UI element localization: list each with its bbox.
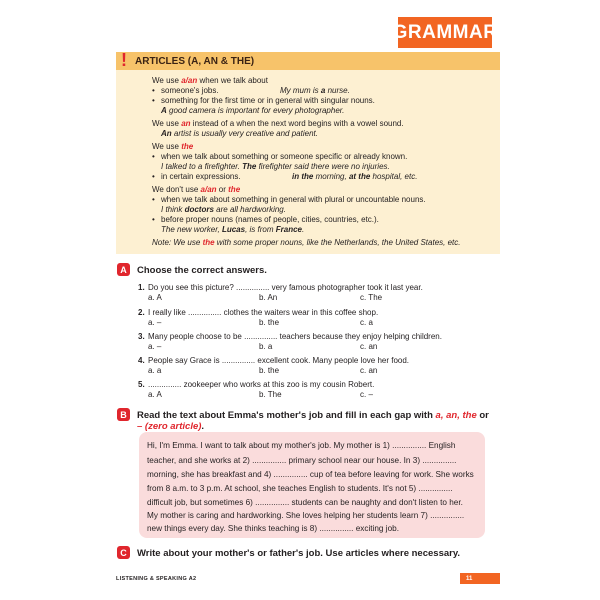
option-a[interactable]: a. –	[148, 318, 162, 327]
question-text: People say Grace is ............... excellent cook. Many people love her food.	[148, 356, 410, 365]
option-b[interactable]: b. a	[259, 342, 273, 351]
section-a-marker: A	[117, 263, 130, 276]
bullet-icon: •	[152, 152, 155, 161]
reading-line: My mother is caring and hardworking. She loves helping her students learn 7) ...............	[147, 511, 465, 520]
option-c[interactable]: c. The	[360, 293, 383, 302]
rule-example: An artist is usually very creative and patient.	[161, 129, 318, 138]
option-a[interactable]: a. a	[148, 366, 162, 375]
bullet-icon: •	[152, 195, 155, 204]
question-number: 4.	[138, 356, 145, 365]
option-b[interactable]: b. the	[259, 366, 280, 375]
option-a[interactable]: a. A	[148, 390, 162, 399]
rule-line: in certain expressions.	[161, 172, 241, 181]
question-number: 3.	[138, 332, 145, 341]
option-c[interactable]: c. an	[360, 366, 378, 375]
rule-line: when we talk about something or someone specific or already known.	[161, 152, 408, 161]
exclamation-icon: !	[121, 50, 127, 70]
rule-note: Note: We use the with some proper nouns, like the Netherlands, the United States, etc.	[152, 238, 461, 247]
bullet-icon: •	[152, 96, 155, 105]
rule-title: ARTICLES (A, AN & THE)	[135, 56, 255, 67]
option-c[interactable]: c. –	[360, 390, 373, 399]
rule-line: when we talk about something in general with plural or uncountable nouns.	[161, 195, 426, 204]
reading-line: difficult job, but sometimes 6) ............... students can be naughty and don't listen to her.	[147, 498, 463, 507]
section-b-heading-cont: – (zero article).	[137, 421, 205, 432]
question-number: 1.	[138, 283, 145, 292]
option-c[interactable]: c. an	[360, 342, 378, 351]
footer-book-title: LISTENING & SPEAKING A2	[116, 576, 197, 582]
rule-line: We use the	[152, 142, 194, 151]
question-text: Do you see this picture? ............... very famous photographer took it last year.	[148, 283, 423, 292]
rule-example: I think doctors are all hardworking.	[161, 205, 286, 214]
question-text: Many people choose to be ............... teachers because they enjoy helping children.	[148, 332, 442, 341]
question-number: 5.	[138, 380, 145, 389]
question-text: I really like ............... clothes the waiters wear in this coffee shop.	[148, 308, 379, 317]
option-a[interactable]: a. –	[148, 342, 162, 351]
rule-example: in the morning, at the hospital, etc.	[292, 172, 418, 181]
reading-line: from 8 a.m. to 3 p.m. At school, she teaches English to students. It's not 5) ...............	[147, 484, 453, 493]
rule-example: I talked to a firefighter. The firefighter said there were no injuries.	[161, 162, 390, 171]
option-a[interactable]: a. A	[148, 293, 162, 302]
rule-line: We use a/an when we talk about	[152, 76, 268, 85]
section-b-heading: Read the text about Emma's mother's job and fill in each gap with a, an, the or	[137, 410, 489, 421]
option-b[interactable]: b. the	[259, 318, 280, 327]
reading-line: morning, she has breakfast and 4) ............... cup of tea before leaving for work. She works	[147, 470, 474, 479]
rule-example: My mum is a nurse.	[280, 86, 350, 95]
bullet-icon: •	[152, 86, 155, 95]
section-a-heading: Choose the correct answers.	[137, 265, 267, 276]
rule-line: before proper nouns (names of people, cities, countries, etc.).	[161, 215, 379, 224]
question-text: ............... zookeeper who works at this zoo is my cousin Robert.	[148, 380, 375, 389]
section-b-marker: B	[117, 408, 130, 421]
reading-line: new things every day. She thinks teaching is 8) ............... exciting job.	[147, 524, 399, 533]
section-badge: GRAMMAR	[398, 17, 492, 48]
reading-line: teacher, and she works at 2) ............... primary school near our house. In 3) ...............	[147, 456, 457, 465]
option-c[interactable]: c. a	[360, 318, 373, 327]
rule-line: We use an instead of a when the next word begins with a vowel sound.	[152, 119, 404, 128]
bullet-icon: •	[152, 215, 155, 224]
bullet-icon: •	[152, 172, 155, 181]
section-c-marker: C	[117, 546, 130, 559]
reading-line: Hi, I'm Emma. I want to talk about my mother's job. My mother is 1) ............... English	[147, 441, 456, 450]
page-number: 11	[460, 573, 500, 584]
option-b[interactable]: b. The	[259, 390, 282, 399]
section-c-heading: Write about your mother's or father's job. Use articles where necessary.	[137, 548, 461, 559]
question-number: 2.	[138, 308, 145, 317]
rule-example: The new worker, Lucas, is from France.	[161, 225, 305, 234]
rule-line: someone's jobs.	[161, 86, 219, 95]
rule-example: A good camera is important for every photographer.	[161, 106, 345, 115]
option-b[interactable]: b. An	[259, 293, 278, 302]
rule-line: something for the first time or in general with singular nouns.	[161, 96, 375, 105]
rule-line: We don't use a/an or the	[152, 185, 241, 194]
